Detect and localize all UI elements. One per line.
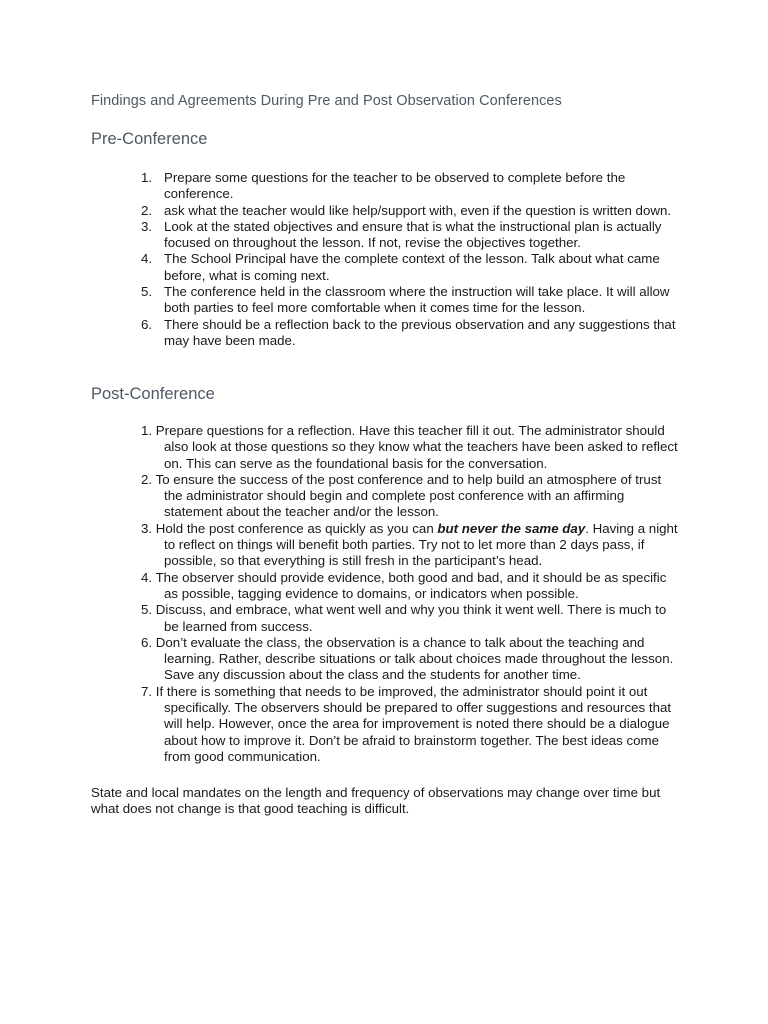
list-item-text: Prepare questions for a reflection. Have this teacher fill it out. The administrator should also look at those questions so they know what the teachers have been asked to reflect on. This can serve as the foundational basis for the conversation. bbox=[155, 423, 678, 471]
list-item-number: 2. bbox=[141, 202, 153, 218]
list-item bbox=[141, 472, 681, 521]
list-item-number: 1. bbox=[141, 170, 153, 185]
list-item bbox=[141, 570, 681, 603]
list-item-number: 4. bbox=[141, 569, 153, 585]
list-item-number: 3. bbox=[141, 520, 153, 536]
list-item-number: 5. bbox=[141, 602, 153, 618]
list-item-number: 2. bbox=[141, 471, 153, 487]
list-item-text: To ensure the success of the post conference and to help build an atmosphere of trust the administrator should begin and complete post conference with an affirming statement about the teacher and/or the lesson. bbox=[155, 471, 662, 520]
list-item-text: There should be a reflection back to the previous observation and any suggestions that may have been made. bbox=[164, 316, 676, 348]
list-item bbox=[141, 219, 681, 252]
list-item bbox=[141, 251, 681, 284]
list-item bbox=[141, 521, 681, 570]
document-title: Findings and Agreements During Pre and Post Observation Conferences bbox=[91, 93, 562, 109]
list-item bbox=[141, 284, 681, 317]
list-item bbox=[141, 602, 681, 635]
list-item-text: Look at the stated objectives and ensure that is what the instructional plan is actually focused on throughout the lesson. If not, revise the objectives together. bbox=[164, 218, 662, 251]
list-item-number: 5. bbox=[141, 284, 153, 300]
list-item-text: Discuss, and embrace, what went well and why you think it went well. There is much to be learned from success. bbox=[155, 602, 667, 634]
list-item-text: The observer should provide evidence, both good and bad, and it should be as specific as possible, tagging evidence to domains, or indicators when possible. bbox=[155, 569, 667, 601]
list-item-number: 6. bbox=[141, 634, 153, 650]
list-item-text: The School Principal have the complete context of the lesson. Talk about what came before, what is coming next. bbox=[164, 251, 660, 283]
list-item-text: The conference held in the classroom where the instruction will take place. It will allow both parties to feel more comfortable when it comes time for the lesson. bbox=[164, 284, 670, 316]
list-item-number: 3. bbox=[141, 218, 153, 234]
list-item-text: Don’t evaluate the class, the observation is a chance to talk about the teaching and learning. Rather, describe situations or talk about choices made throughout the lesson. Save any discussion about the class and the students for another time. bbox=[155, 634, 674, 683]
emphasis-text: but never the same day bbox=[437, 520, 586, 536]
list-item-number: 1. bbox=[141, 423, 153, 438]
list-item bbox=[141, 170, 681, 203]
list-item-number: 7. bbox=[141, 683, 153, 699]
list-item-number: 4. bbox=[141, 251, 153, 267]
list-item-number: 6. bbox=[141, 316, 153, 332]
list-item bbox=[141, 423, 681, 472]
post-conference-heading: Post-Conference bbox=[91, 385, 215, 403]
list-item-text: Hold the post conference as quickly as you can bbox=[155, 520, 438, 536]
closing-paragraph: State and local mandates on the length and frequency of observations may change over time but what does not change is that good teaching is difficult. bbox=[91, 785, 661, 817]
post-conference-list bbox=[141, 423, 681, 765]
list-item-text: . Having a night to reflect on things will benefit both parties. Try not to let more than 2 days pass, if possible, so that everything is still fresh in the participant’s head. bbox=[164, 520, 678, 569]
pre-conference-heading: Pre-Conference bbox=[91, 130, 208, 148]
list-item bbox=[141, 684, 681, 765]
list-item-text: Prepare some questions for the teacher to be observed to complete before the conference. bbox=[164, 170, 626, 202]
list-item-text: ask what the teacher would like help/support with, even if the question is written down. bbox=[164, 202, 672, 218]
list-item bbox=[141, 203, 681, 219]
list-item bbox=[141, 635, 681, 684]
list-item-text: If there is something that needs to be improved, the administrator should point it out specifically. The observers should be prepared to offer suggestions and resources that will help. However, once the area for improvement is noted there should be a dialogue about how to improve it. Don’t be afraid to brainstorm together. The best ideas come from good communication. bbox=[155, 683, 672, 764]
list-item bbox=[141, 317, 681, 350]
pre-conference-list bbox=[141, 170, 681, 349]
